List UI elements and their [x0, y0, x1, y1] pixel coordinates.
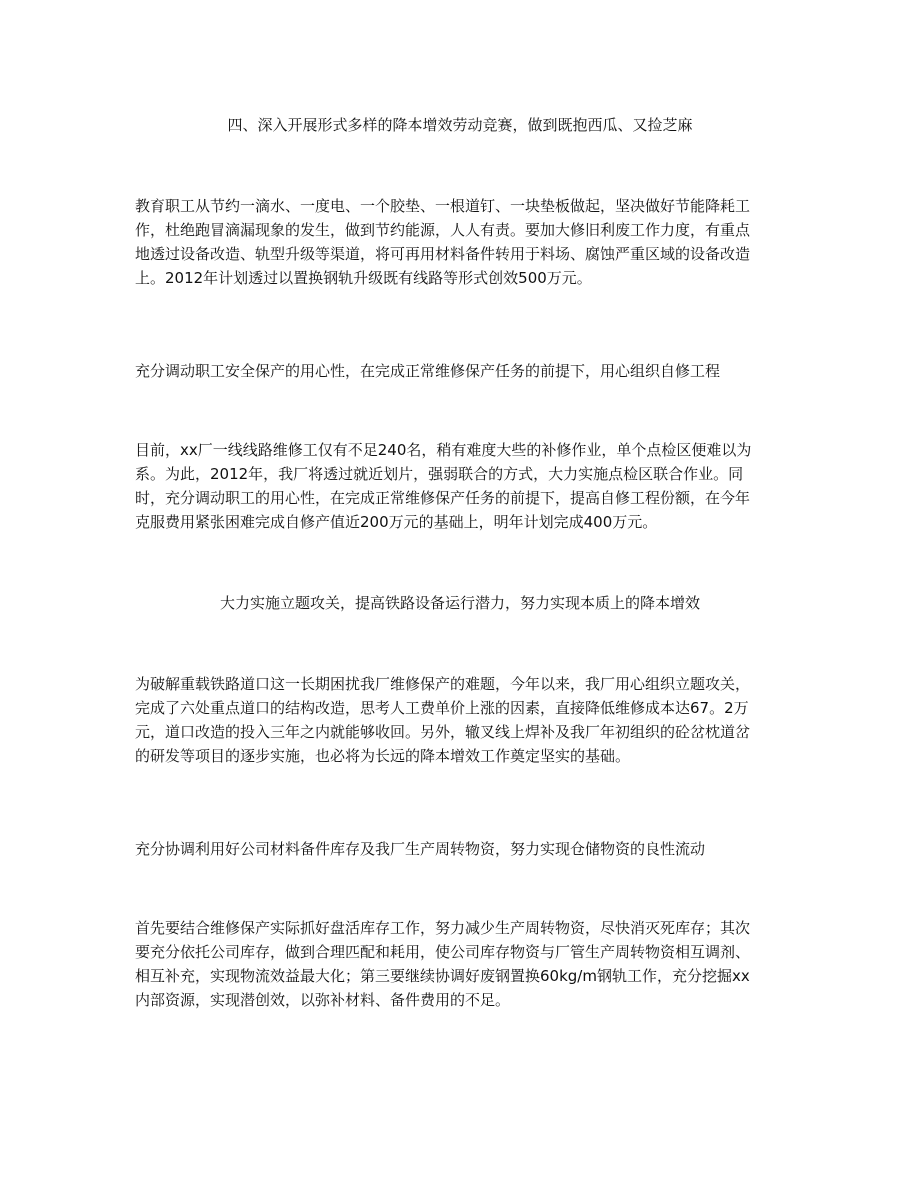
subheading-research: 大力实施立题攻关，提高铁路设备运行潜力，努力实现本质上的降本增效 — [219, 594, 700, 612]
paragraph-line: 内部资源，实现潜创效，以弥补材料、备件费用的不足。 — [135, 991, 511, 1009]
paragraph-line: 地透过设备改造、轨型升级等渠道，将可再用材料备件转用于料场、腐蚀严重区域的设备改造 — [135, 245, 751, 263]
paragraph-research — [135, 672, 785, 768]
paragraph-line: 作，杜绝跑冒滴漏现象的发生，做到节约能源，人人有责。要加大修旧利废工作力度，有重点 — [135, 221, 751, 239]
paragraph-line: 为破解重载铁路道口这一长期困扰我厂维修保产的难题，今年以来，我厂用心组织立题攻关， — [135, 675, 751, 693]
paragraph-line: 相互补充，实现物流效益最大化；第三要继续协调好废钢置换60kg/m钢轨工作，充分挖掘xx — [135, 967, 750, 985]
paragraph-line: 系。为此，2012年，我厂将透过就近划片，强弱联合的方式，大力实施点检区联合作业。同 — [135, 465, 744, 483]
subheading-self-repair: 充分调动职工安全保产的用心性，在完成正常维修保产任务的前提下，用心组织自修工程 — [135, 362, 721, 380]
paragraph-energy-saving — [135, 194, 785, 290]
paragraph-line: 要充分依托公司库存，做到合理匹配和耗用，使公司库存物资与厂管生产周转物资相互调剂、 — [135, 943, 751, 961]
paragraph-line: 教育职工从节约一滴水、一度电、一个胶垫、一根道钉、一块垫板做起，坚决做好节能降耗工 — [135, 197, 751, 215]
paragraph-line: 完成了六处重点道口的结构改造，思考人工费单价上涨的因素，直接降低维修成本达67。2万 — [135, 699, 749, 717]
paragraph-line: 目前，xx厂一线线路维修工仅有不足240名，稍有难度大些的补修作业，单个点检区便难以为 — [135, 441, 752, 459]
paragraph-line: 的研发等项目的逐步实施，也必将为长远的降本增效工作奠定坚实的基础。 — [135, 747, 631, 765]
paragraph-line: 时，充分调动职工的用心性，在完成正常维修保产任务的前提下，提高自修工程份额，在今年 — [135, 489, 751, 507]
paragraph-line: 元，道口改造的投入三年之内就能够收回。另外，辙叉线上焊补及我厂年初组织的砼岔枕道岔 — [135, 723, 751, 741]
paragraph-line: 上。2012年计划透过以置换钢轨升级既有线路等形式创效500万元。 — [135, 269, 592, 287]
subheading-inventory: 充分协调利用好公司材料备件库存及我厂生产周转物资，努力实现仓储物资的良性流动 — [135, 840, 706, 858]
paragraph-self-repair — [135, 438, 785, 534]
paragraph-inventory — [135, 916, 785, 1012]
paragraph-line: 首先要结合维修保产实际抓好盘活库存工作，努力减少生产周转物资，尽快消灭死库存；其次 — [135, 919, 751, 937]
paragraph-line: 克服费用紧张困难完成自修产值近200万元的基础上，明年计划完成400万元。 — [135, 513, 658, 531]
section-heading-4: 四、深入开展形式多样的降本增效劳动竞赛，做到既抱西瓜、又捡芝麻 — [227, 116, 693, 134]
